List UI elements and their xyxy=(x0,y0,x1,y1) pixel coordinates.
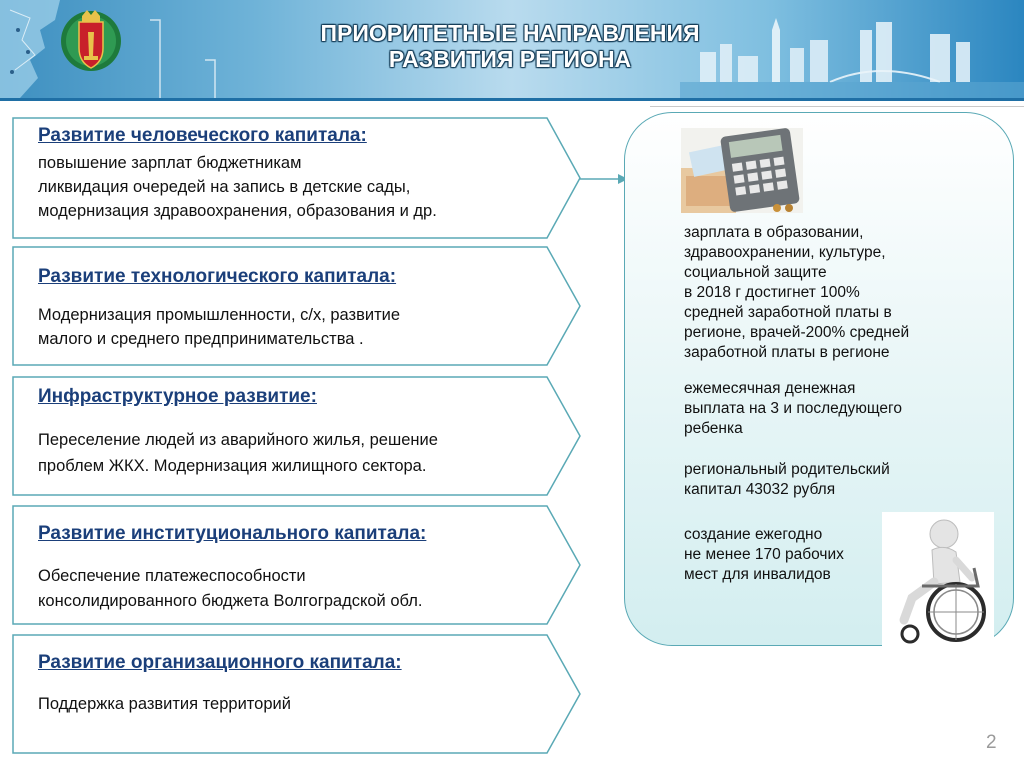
panel-line: ежемесячная денежная xyxy=(684,380,856,397)
panel-line: выплата на 3 и последующего xyxy=(684,400,902,417)
panel-line: не менее 170 рабочих xyxy=(684,546,844,563)
direction-organizational xyxy=(12,634,582,754)
panel-line: зарплата в образовании, xyxy=(684,224,864,241)
panel-line: региональный родительский xyxy=(684,461,890,478)
wheelchair-person-icon xyxy=(882,512,994,648)
direction-title: Инфраструктурное развитие: xyxy=(38,386,317,407)
panel-line: социальной защите xyxy=(684,264,827,281)
direction-line: малого и среднего предпринимательства . xyxy=(38,330,364,348)
panel-line: создание ежегодно xyxy=(684,526,823,543)
direction-human-capital xyxy=(12,117,582,239)
direction-title: Развитие организационного капитала: xyxy=(38,652,402,673)
direction-infrastructure xyxy=(12,376,582,496)
page-title xyxy=(200,20,820,72)
direction-line: Модернизация промышленности, с/х, развитие xyxy=(38,306,401,324)
direction-title: Развитие человеческого капитала: xyxy=(38,125,367,146)
panel-line: капитал 43032 рубля xyxy=(684,481,836,498)
subheader-divider xyxy=(650,106,1024,107)
emblem-icon xyxy=(60,6,122,76)
panel-line: здравоохранении, культуре, xyxy=(684,244,886,261)
direction-line: Обеспечение платежеспособности xyxy=(38,567,306,585)
direction-line: повышение зарплат бюджетникам xyxy=(38,154,302,172)
panel-line: в 2018 г достигнет 100% xyxy=(684,284,860,301)
direction-line: проблем ЖКХ. Модернизация жилищного сектора. xyxy=(38,457,427,475)
connector-arrow-icon xyxy=(580,172,630,186)
panel-line: мест для инвалидов xyxy=(684,566,831,583)
direction-line: Поддержка развития территорий xyxy=(38,695,291,713)
panel-line: средней заработной платы в xyxy=(684,304,892,321)
title-line-2: РАЗВИТИЯ РЕГИОНА xyxy=(388,46,632,72)
direction-line: Переселение людей из аварийного жилья, решение xyxy=(38,431,438,449)
direction-line: модернизация здравоохранения, образования и др. xyxy=(38,202,437,220)
direction-tech-capital xyxy=(12,246,582,366)
header-divider xyxy=(0,98,1024,101)
panel-line: заработной платы в регионе xyxy=(684,344,890,361)
direction-line: консолидированного бюджета Волгоградской обл. xyxy=(38,592,423,610)
direction-line: ликвидация очередей на запись в детские сады, xyxy=(38,178,411,196)
page-number: 2 xyxy=(986,732,997,753)
panel-line: ребенка xyxy=(684,420,743,437)
direction-title: Развитие институционального капитала: xyxy=(38,523,427,544)
header-banner xyxy=(0,0,1024,98)
panel-line: регионе, врачей-200% средней xyxy=(684,324,910,341)
title-line-1: ПРИОРИТЕТНЫЕ НАПРАВЛЕНИЯ xyxy=(320,20,700,46)
calculator-money-icon xyxy=(681,128,803,213)
direction-institutional xyxy=(12,505,582,625)
direction-title: Развитие технологического капитала: xyxy=(38,266,397,287)
